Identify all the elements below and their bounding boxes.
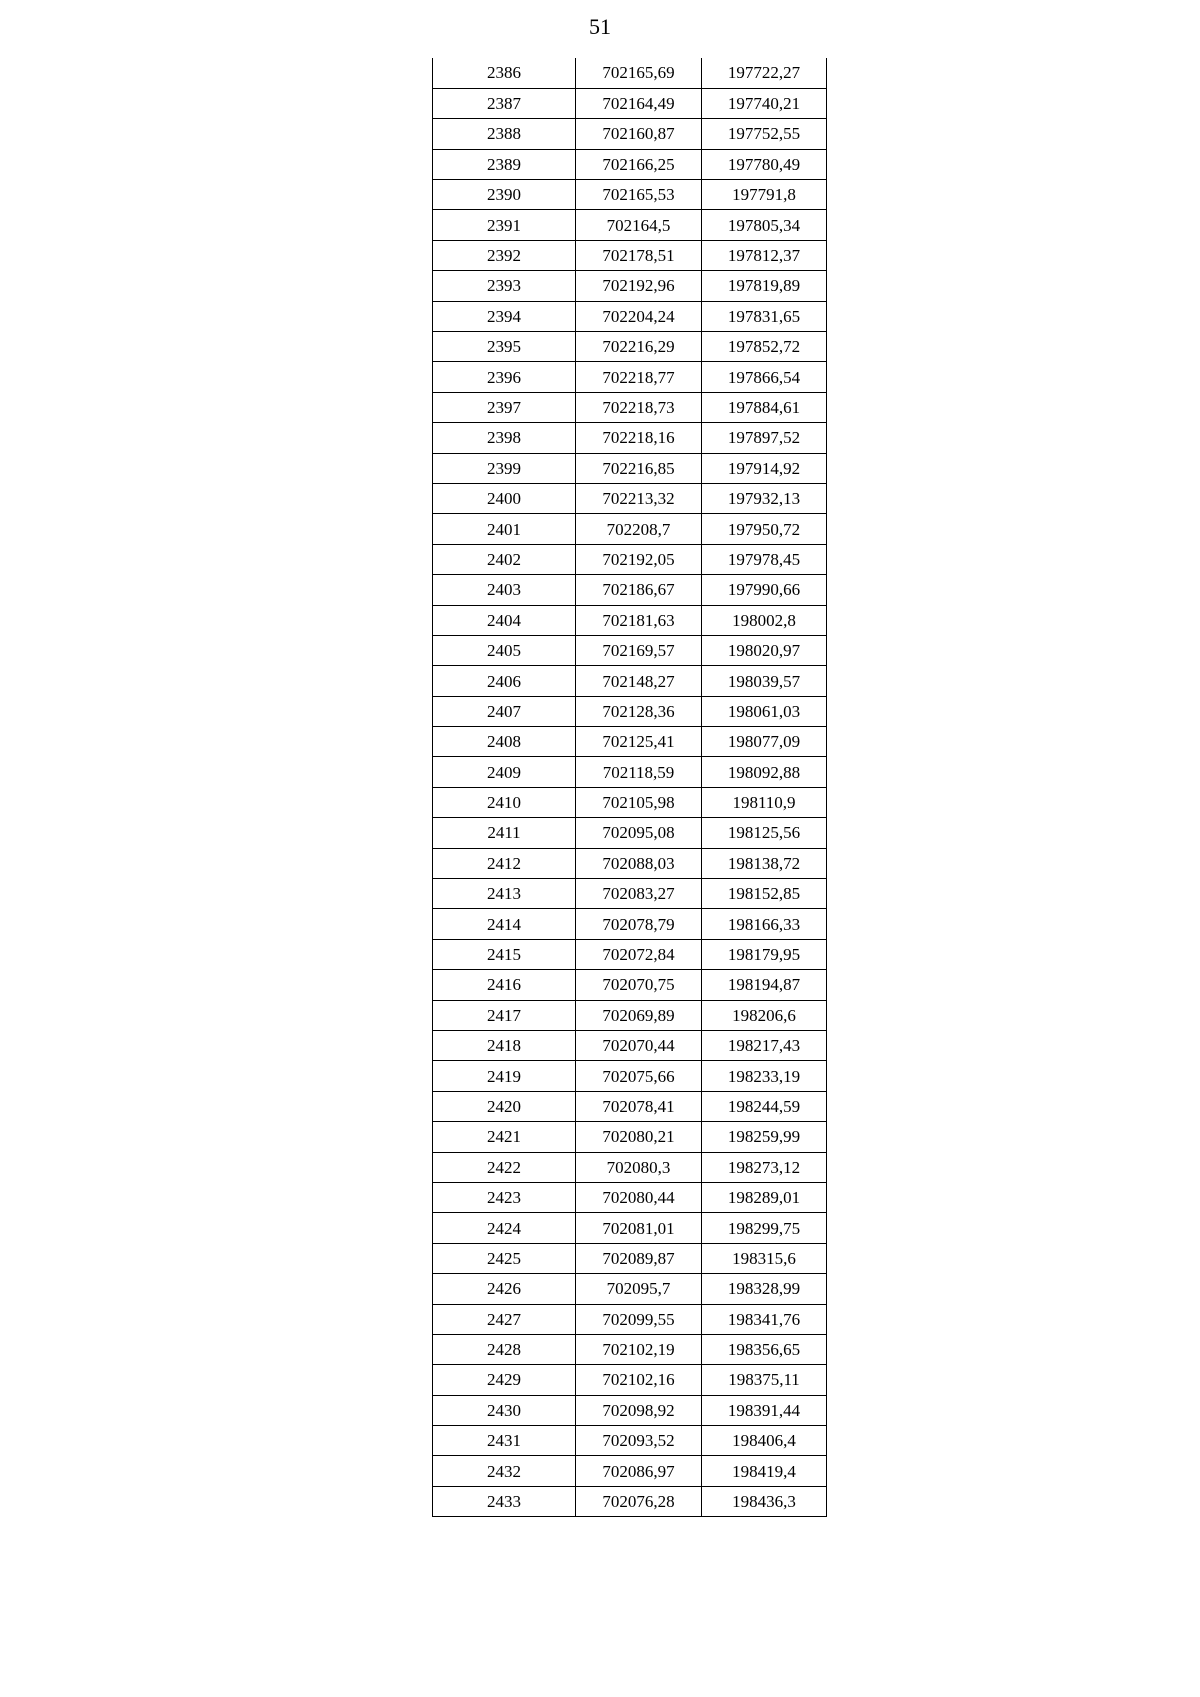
table-row [433,392,827,422]
page-number: 51 [589,14,611,39]
table-row [433,332,827,362]
x-coordinate-cell: 702125,41 [576,727,702,757]
point-number-cell: 2386 [433,58,576,88]
y-coordinate-cell: 198436,3 [702,1486,827,1516]
x-coordinate-cell: 702165,69 [576,58,702,88]
y-coordinate-cell: 198110,9 [702,787,827,817]
x-coordinate-cell: 702164,5 [576,210,702,240]
x-coordinate-cell: 702086,97 [576,1456,702,1486]
point-number-cell: 2427 [433,1304,576,1334]
point-number-cell: 2407 [433,696,576,726]
point-number-cell: 2394 [433,301,576,331]
y-coordinate-cell: 197884,61 [702,392,827,422]
y-coordinate-cell: 197780,49 [702,149,827,179]
y-coordinate-cell: 198194,87 [702,970,827,1000]
point-number-cell: 2428 [433,1334,576,1364]
table-row [433,1031,827,1061]
y-coordinate-cell: 198039,57 [702,666,827,696]
table-row [433,757,827,787]
point-number-cell: 2387 [433,88,576,118]
table-row [433,271,827,301]
table-row [433,88,827,118]
table-row [433,453,827,483]
x-coordinate-cell: 702102,16 [576,1365,702,1395]
y-coordinate-cell: 197752,55 [702,119,827,149]
y-coordinate-cell: 198273,12 [702,1152,827,1182]
x-coordinate-cell: 702075,66 [576,1061,702,1091]
table-row [433,575,827,605]
point-number-cell: 2429 [433,1365,576,1395]
table-row [433,635,827,665]
point-number-cell: 2414 [433,909,576,939]
coordinates-table [432,58,827,1517]
x-coordinate-cell: 702089,87 [576,1243,702,1273]
x-coordinate-cell: 702218,73 [576,392,702,422]
y-coordinate-cell: 197950,72 [702,514,827,544]
point-number-cell: 2423 [433,1182,576,1212]
y-coordinate-cell: 198419,4 [702,1456,827,1486]
x-coordinate-cell: 702080,44 [576,1182,702,1212]
x-coordinate-cell: 702098,92 [576,1395,702,1425]
y-coordinate-cell: 197805,34 [702,210,827,240]
y-coordinate-cell: 197978,45 [702,544,827,574]
x-coordinate-cell: 702128,36 [576,696,702,726]
table-row [433,423,827,453]
point-number-cell: 2420 [433,1091,576,1121]
y-coordinate-cell: 198244,59 [702,1091,827,1121]
x-coordinate-cell: 702160,87 [576,119,702,149]
y-coordinate-cell: 198206,6 [702,1000,827,1030]
point-number-cell: 2401 [433,514,576,544]
y-coordinate-cell: 198138,72 [702,848,827,878]
x-coordinate-cell: 702208,7 [576,514,702,544]
y-coordinate-cell: 198217,43 [702,1031,827,1061]
table-row [433,1426,827,1456]
point-number-cell: 2409 [433,757,576,787]
point-number-cell: 2411 [433,818,576,848]
y-coordinate-cell: 198077,09 [702,727,827,757]
x-coordinate-cell: 702216,29 [576,332,702,362]
table-row [433,605,827,635]
table-row [433,1365,827,1395]
y-coordinate-cell: 198061,03 [702,696,827,726]
x-coordinate-cell: 702093,52 [576,1426,702,1456]
y-coordinate-cell: 198166,33 [702,909,827,939]
point-number-cell: 2390 [433,180,576,210]
x-coordinate-cell: 702165,53 [576,180,702,210]
point-number-cell: 2391 [433,210,576,240]
y-coordinate-cell: 198356,65 [702,1334,827,1364]
point-number-cell: 2421 [433,1122,576,1152]
point-number-cell: 2426 [433,1274,576,1304]
point-number-cell: 2410 [433,787,576,817]
x-coordinate-cell: 702204,24 [576,301,702,331]
point-number-cell: 2402 [433,544,576,574]
y-coordinate-cell: 197866,54 [702,362,827,392]
point-number-cell: 2406 [433,666,576,696]
y-coordinate-cell: 198406,4 [702,1426,827,1456]
x-coordinate-cell: 702069,89 [576,1000,702,1030]
point-number-cell: 2403 [433,575,576,605]
point-number-cell: 2396 [433,362,576,392]
y-coordinate-cell: 197852,72 [702,332,827,362]
y-coordinate-cell: 197897,52 [702,423,827,453]
table-row [433,149,827,179]
x-coordinate-cell: 702169,57 [576,635,702,665]
table-row [433,1061,827,1091]
table-row [433,1122,827,1152]
y-coordinate-cell: 197914,92 [702,453,827,483]
y-coordinate-cell: 198125,56 [702,818,827,848]
table-row [433,210,827,240]
point-number-cell: 2389 [433,149,576,179]
table-row [433,1182,827,1212]
point-number-cell: 2431 [433,1426,576,1456]
x-coordinate-cell: 702166,25 [576,149,702,179]
y-coordinate-cell: 198179,95 [702,939,827,969]
table-row [433,1395,827,1425]
y-coordinate-cell: 198289,01 [702,1182,827,1212]
y-coordinate-cell: 198299,75 [702,1213,827,1243]
y-coordinate-cell: 197819,89 [702,271,827,301]
table-row [433,58,827,88]
table-row [433,939,827,969]
table-row [433,483,827,513]
x-coordinate-cell: 702213,32 [576,483,702,513]
x-coordinate-cell: 702216,85 [576,453,702,483]
point-number-cell: 2392 [433,240,576,270]
x-coordinate-cell: 702118,59 [576,757,702,787]
point-number-cell: 2424 [433,1213,576,1243]
x-coordinate-cell: 702102,19 [576,1334,702,1364]
table-row [433,362,827,392]
x-coordinate-cell: 702070,75 [576,970,702,1000]
point-number-cell: 2425 [433,1243,576,1273]
point-number-cell: 2417 [433,1000,576,1030]
table-row [433,727,827,757]
y-coordinate-cell: 197791,8 [702,180,827,210]
point-number-cell: 2405 [433,635,576,665]
x-coordinate-cell: 702076,28 [576,1486,702,1516]
y-coordinate-cell: 198152,85 [702,879,827,909]
table-row [433,119,827,149]
point-number-cell: 2422 [433,1152,576,1182]
table-row [433,240,827,270]
y-coordinate-cell: 198092,88 [702,757,827,787]
y-coordinate-cell: 197812,37 [702,240,827,270]
table-row [433,544,827,574]
table-row [433,1213,827,1243]
y-coordinate-cell: 197990,66 [702,575,827,605]
x-coordinate-cell: 702072,84 [576,939,702,969]
x-coordinate-cell: 702218,77 [576,362,702,392]
table-row [433,696,827,726]
point-number-cell: 2433 [433,1486,576,1516]
x-coordinate-cell: 702192,96 [576,271,702,301]
point-number-cell: 2388 [433,119,576,149]
table-row [433,1334,827,1364]
y-coordinate-cell: 198002,8 [702,605,827,635]
x-coordinate-cell: 702186,67 [576,575,702,605]
x-coordinate-cell: 702095,7 [576,1274,702,1304]
x-coordinate-cell: 702083,27 [576,879,702,909]
x-coordinate-cell: 702080,21 [576,1122,702,1152]
point-number-cell: 2393 [433,271,576,301]
table-row [433,180,827,210]
point-number-cell: 2397 [433,392,576,422]
table-row [433,1486,827,1516]
table-row [433,1304,827,1334]
point-number-cell: 2415 [433,939,576,969]
table-row [433,818,827,848]
point-number-cell: 2418 [433,1031,576,1061]
x-coordinate-cell: 702088,03 [576,848,702,878]
point-number-cell: 2404 [433,605,576,635]
table-row [433,1091,827,1121]
table-row [433,301,827,331]
x-coordinate-cell: 702178,51 [576,240,702,270]
point-number-cell: 2400 [433,483,576,513]
x-coordinate-cell: 702164,49 [576,88,702,118]
y-coordinate-cell: 198341,76 [702,1304,827,1334]
x-coordinate-cell: 702078,41 [576,1091,702,1121]
y-coordinate-cell: 197831,65 [702,301,827,331]
point-number-cell: 2416 [433,970,576,1000]
table-row [433,1274,827,1304]
point-number-cell: 2432 [433,1456,576,1486]
x-coordinate-cell: 702181,63 [576,605,702,635]
table-row [433,1000,827,1030]
x-coordinate-cell: 702095,08 [576,818,702,848]
x-coordinate-cell: 702080,3 [576,1152,702,1182]
table-row [433,1456,827,1486]
y-coordinate-cell: 198233,19 [702,1061,827,1091]
x-coordinate-cell: 702078,79 [576,909,702,939]
y-coordinate-cell: 198328,99 [702,1274,827,1304]
table-row [433,787,827,817]
point-number-cell: 2430 [433,1395,576,1425]
y-coordinate-cell: 198315,6 [702,1243,827,1273]
x-coordinate-cell: 702105,98 [576,787,702,817]
y-coordinate-cell: 198259,99 [702,1122,827,1152]
y-coordinate-cell: 198020,97 [702,635,827,665]
coordinates-table-body [433,58,827,1517]
table-row [433,1152,827,1182]
point-number-cell: 2412 [433,848,576,878]
point-number-cell: 2395 [433,332,576,362]
x-coordinate-cell: 702070,44 [576,1031,702,1061]
x-coordinate-cell: 702081,01 [576,1213,702,1243]
table-row [433,514,827,544]
table-row [433,970,827,1000]
point-number-cell: 2413 [433,879,576,909]
x-coordinate-cell: 702218,16 [576,423,702,453]
y-coordinate-cell: 197932,13 [702,483,827,513]
y-coordinate-cell: 198391,44 [702,1395,827,1425]
table-row [433,848,827,878]
table-row [433,909,827,939]
table-row [433,1243,827,1273]
y-coordinate-cell: 197722,27 [702,58,827,88]
x-coordinate-cell: 702099,55 [576,1304,702,1334]
y-coordinate-cell: 198375,11 [702,1365,827,1395]
table-row [433,666,827,696]
y-coordinate-cell: 197740,21 [702,88,827,118]
x-coordinate-cell: 702148,27 [576,666,702,696]
point-number-cell: 2408 [433,727,576,757]
point-number-cell: 2398 [433,423,576,453]
point-number-cell: 2399 [433,453,576,483]
x-coordinate-cell: 702192,05 [576,544,702,574]
table-row [433,879,827,909]
point-number-cell: 2419 [433,1061,576,1091]
